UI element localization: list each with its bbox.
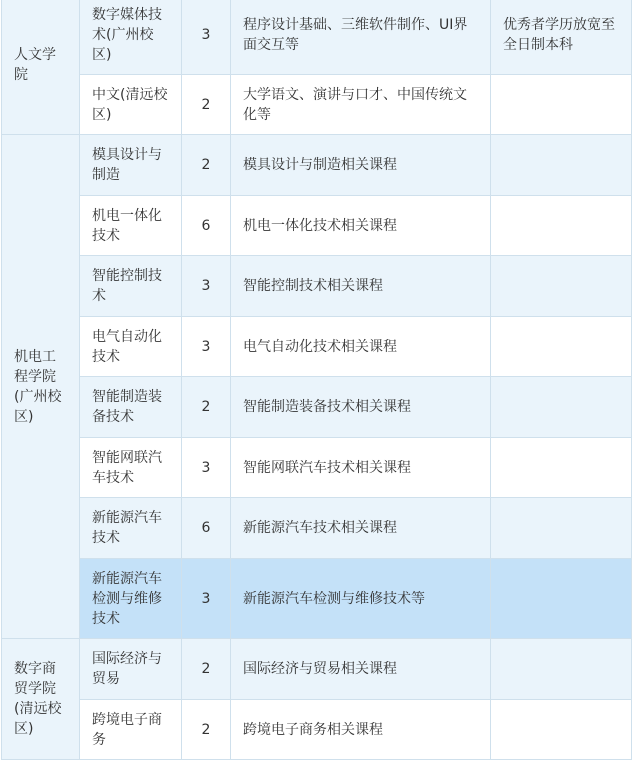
- table-row: [2, 639, 632, 700]
- table-row: [2, 135, 632, 196]
- note-cell: [491, 196, 632, 256]
- years-cell: 3: [182, 256, 231, 317]
- major-cell: 国际经济与贸易: [80, 639, 182, 700]
- years-cell: 3: [182, 559, 231, 639]
- college-cell: 人文学院: [2, 0, 80, 135]
- table-row: [2, 256, 632, 317]
- college-cell: 数字商贸学院(清远校区): [2, 639, 80, 760]
- major-cell: 新能源汽车检测与维修技术: [80, 559, 182, 639]
- table-row: [2, 196, 632, 256]
- major-cell: 模具设计与制造: [80, 135, 182, 196]
- table-row: [2, 0, 632, 75]
- note-cell: [491, 75, 632, 135]
- years-cell: 2: [182, 639, 231, 700]
- major-cell: 机电一体化技术: [80, 196, 182, 256]
- years-cell: 2: [182, 700, 231, 760]
- table-row: [2, 75, 632, 135]
- table-row: [2, 700, 632, 760]
- courses-cell: 机电一体化技术相关课程: [231, 196, 491, 256]
- courses-cell: 电气自动化技术相关课程: [231, 317, 491, 377]
- years-cell: 3: [182, 438, 231, 498]
- note-cell: [491, 639, 632, 700]
- major-cell: 数字媒体技术(广州校区): [80, 0, 182, 75]
- major-cell: 中文(清远校区): [80, 75, 182, 135]
- courses-cell: 国际经济与贸易相关课程: [231, 639, 491, 700]
- majors-table-body: [2, 0, 632, 760]
- note-cell: [491, 498, 632, 559]
- note-cell: [491, 256, 632, 317]
- courses-cell: 大学语文、演讲与口才、中国传统文化等: [231, 75, 491, 135]
- courses-cell: 模具设计与制造相关课程: [231, 135, 491, 196]
- table-row: [2, 377, 632, 438]
- note-cell: [491, 438, 632, 498]
- major-cell: 智能制造装备技术: [80, 377, 182, 438]
- courses-cell: 智能网联汽车技术相关课程: [231, 438, 491, 498]
- majors-table: [1, 0, 632, 760]
- courses-cell: 新能源汽车检测与维修技术等: [231, 559, 491, 639]
- note-cell: [491, 135, 632, 196]
- major-cell: 电气自动化技术: [80, 317, 182, 377]
- years-cell: 3: [182, 0, 231, 75]
- note-cell: [491, 559, 632, 639]
- table-row: [2, 438, 632, 498]
- courses-cell: 程序设计基础、三维软件制作、UI界面交互等: [231, 0, 491, 75]
- years-cell: 6: [182, 498, 231, 559]
- courses-cell: 跨境电子商务相关课程: [231, 700, 491, 760]
- years-cell: 2: [182, 377, 231, 438]
- major-cell: 智能网联汽车技术: [80, 438, 182, 498]
- table-row-highlighted: [2, 559, 632, 639]
- note-cell: [491, 700, 632, 760]
- college-cell: 机电工程学院(广州校区): [2, 135, 80, 639]
- years-cell: 6: [182, 196, 231, 256]
- major-cell: 智能控制技术: [80, 256, 182, 317]
- courses-cell: 新能源汽车技术相关课程: [231, 498, 491, 559]
- years-cell: 2: [182, 135, 231, 196]
- courses-cell: 智能控制技术相关课程: [231, 256, 491, 317]
- note-cell: [491, 377, 632, 438]
- note-cell: 优秀者学历放宽至全日制本科: [491, 0, 632, 75]
- years-cell: 3: [182, 317, 231, 377]
- major-cell: 新能源汽车技术: [80, 498, 182, 559]
- years-cell: 2: [182, 75, 231, 135]
- table-row: [2, 317, 632, 377]
- note-cell: [491, 317, 632, 377]
- courses-cell: 智能制造装备技术相关课程: [231, 377, 491, 438]
- major-cell: 跨境电子商务: [80, 700, 182, 760]
- table-row: [2, 498, 632, 559]
